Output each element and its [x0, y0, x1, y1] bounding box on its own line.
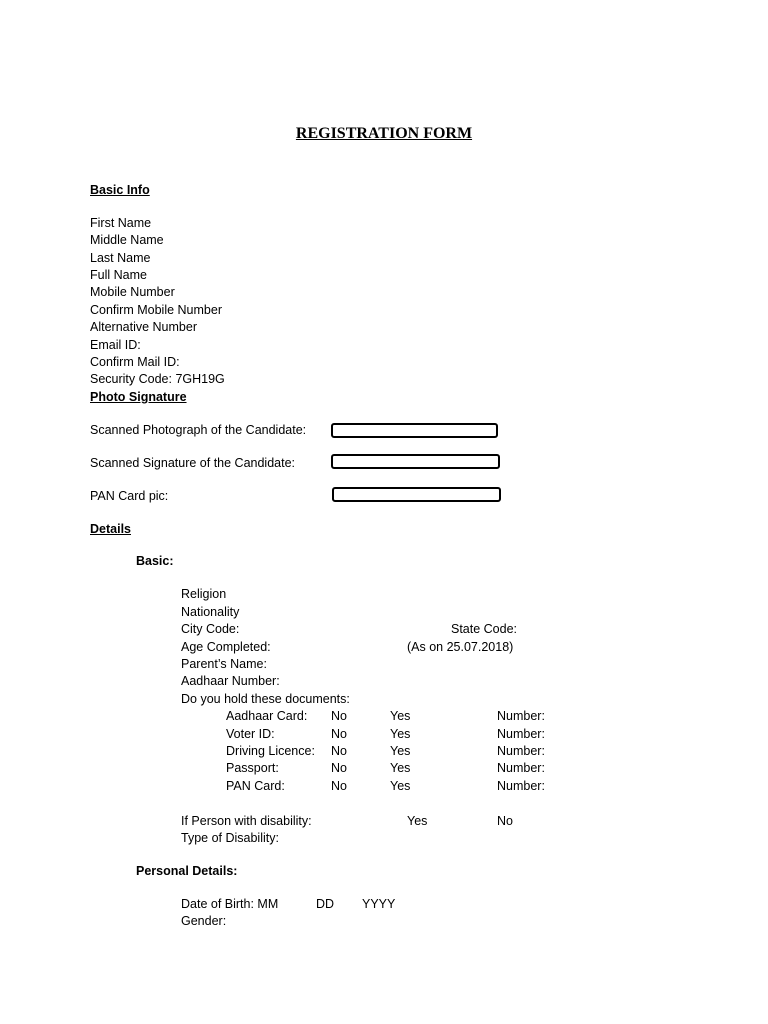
middle-name-label: Middle Name [90, 233, 164, 247]
details-heading: Details [90, 522, 131, 536]
scanned-photograph-upload-box[interactable] [331, 423, 498, 438]
email-id-label: Email ID: [90, 338, 141, 352]
form-title: REGISTRATION FORM [295, 125, 473, 142]
religion-label: Religion [181, 587, 227, 601]
document-number-label: Number: [497, 779, 545, 793]
document-name: PAN Card: [226, 779, 285, 793]
age-completed-label: Age Completed: [181, 640, 271, 654]
disability-type-label: Type of Disability: [181, 831, 279, 845]
document-yes-option[interactable]: Yes [390, 709, 411, 723]
document-no-option[interactable]: No [331, 761, 347, 775]
document-name: Passport: [226, 761, 279, 775]
personal-details-subheading: Personal Details: [136, 864, 238, 878]
city-code-label: City Code: [181, 622, 240, 636]
photo-signature-heading: Photo Signature [90, 390, 187, 404]
disability-no-option[interactable]: No [497, 814, 513, 828]
basic-subheading: Basic: [136, 554, 174, 568]
document-yes-option[interactable]: Yes [390, 761, 411, 775]
document-number-label: Number: [497, 709, 545, 723]
documents-question: Do you hold these documents: [181, 692, 350, 706]
document-no-option[interactable]: No [331, 779, 347, 793]
document-name: Voter ID: [226, 727, 275, 741]
aadhaar-number-label: Aadhaar Number: [181, 674, 280, 688]
document-name: Aadhaar Card: [226, 709, 308, 723]
document-yes-option[interactable]: Yes [390, 779, 411, 793]
basic-info-heading: Basic Info [90, 183, 150, 197]
last-name-label: Last Name [90, 251, 151, 265]
pan-card-pic-label: PAN Card pic: [90, 489, 169, 503]
scanned-signature-upload-box[interactable] [331, 454, 500, 469]
document-no-option[interactable]: No [331, 727, 347, 741]
confirm-mail-id-label: Confirm Mail ID: [90, 355, 180, 369]
parents-name-label: Parent’s Name: [181, 657, 267, 671]
full-name-label: Full Name [90, 268, 147, 282]
disability-question: If Person with disability: [181, 814, 312, 828]
document-number-label: Number: [497, 727, 545, 741]
dob-year-label: YYYY [362, 897, 396, 911]
first-name-label: First Name [90, 216, 152, 230]
gender-label: Gender: [181, 914, 227, 928]
dob-day-label: DD [316, 897, 335, 911]
document-no-option[interactable]: No [331, 709, 347, 723]
document-number-label: Number: [497, 761, 545, 775]
disability-yes-option[interactable]: Yes [407, 814, 428, 828]
document-yes-option[interactable]: Yes [390, 727, 411, 741]
document-number-label: Number: [497, 744, 545, 758]
scanned-photograph-label: Scanned Photograph of the Candidate: [90, 423, 307, 437]
state-code-label: State Code: [451, 622, 518, 636]
nationality-label: Nationality [181, 605, 240, 619]
age-as-on-note: (As on 25.07.2018) [407, 640, 514, 654]
confirm-mobile-number-label: Confirm Mobile Number [90, 303, 222, 317]
date-of-birth-label: Date of Birth: MM [181, 897, 279, 911]
security-code-label: Security Code: 7GH19G [90, 372, 225, 386]
document-no-option[interactable]: No [331, 744, 347, 758]
mobile-number-label: Mobile Number [90, 285, 175, 299]
scanned-signature-label: Scanned Signature of the Candidate: [90, 456, 296, 470]
document-name: Driving Licence: [226, 744, 315, 758]
alternative-number-label: Alternative Number [90, 320, 197, 334]
document-yes-option[interactable]: Yes [390, 744, 411, 758]
pan-card-pic-upload-box[interactable] [332, 487, 501, 502]
